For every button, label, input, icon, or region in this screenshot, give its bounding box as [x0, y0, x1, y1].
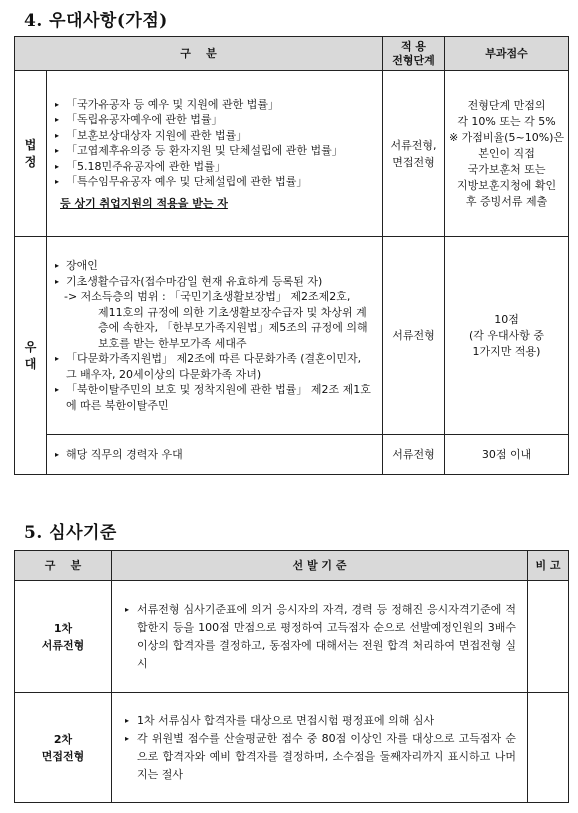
list-item-sub: -> 저소득층의 범위 : 「국민기초생활보장법」 제2조제2호,	[64, 290, 351, 303]
preferred-stage: 서류전형	[383, 237, 445, 435]
header-category: 구 분	[15, 551, 112, 581]
list-item-text: 기초생활수급자(접수마감일 현재 유효하게 등록된 자)	[66, 274, 323, 288]
criteria-list	[113, 712, 526, 784]
preferred-items-list	[48, 258, 381, 413]
row-label: 1차 서류전형	[15, 581, 112, 693]
list-item: ▸ 「독립유공자예우에 관한 법률」	[54, 112, 375, 128]
legal-note: 등 상기 취업지원의 적용을 받는 자	[60, 196, 228, 210]
legal-stage: 서류전형, 면접전형	[383, 71, 445, 237]
list-item: ▸ 「다문화가족지원법」 제2조에 따른 다문화가족 (결혼이민자, 그 배우자, 20세이상의 다문화가족 자녀)	[54, 351, 375, 382]
header-criteria: 선 발 기 준	[112, 551, 528, 581]
career-item-cell	[47, 435, 383, 475]
list-item: ▸ 해당 직무의 경력자 우대	[54, 447, 375, 463]
list-item	[54, 274, 375, 352]
list-item: ▸ 「고엽제후유의증 등 환자지원 및 단체설립에 관한 법률」	[54, 143, 375, 159]
section-4-title: 4. 우대사항(가점)	[24, 11, 168, 31]
list-item: ▸ 각 위원별 점수를 산술평균한 점수 중 80점 이상인 자를 대상으로 고득점자 순으로 합격자와 예비 합격자를 결정하며, 소수점을 둘째자리까지 표시하고 나머지는 절사	[123, 730, 516, 784]
header-category: 구 분	[15, 37, 383, 71]
criteria-list	[113, 601, 526, 673]
list-item: ▸ 「특수임무유공자 예우 및 단체설립에 관한 법률」	[54, 174, 375, 190]
section-5-title: 5. 심사기준	[24, 523, 117, 543]
preferred-label: 우 대	[15, 237, 47, 475]
career-items-list	[48, 447, 381, 463]
row-criteria	[112, 581, 528, 693]
row-note	[528, 581, 569, 693]
legal-score: 전형단계 만점의 각 10% 또는 각 5% ※ 가점비율(5~10%)은 본인이 직접 국가보훈처 또는 지방보훈지청에 확인 후 증빙서류 제출	[445, 71, 569, 237]
list-item: ▸ 장애인	[54, 258, 375, 274]
career-score: 30점 이내	[445, 435, 569, 475]
list-item: ▸ 「국가유공자 등 예우 및 지원에 관한 법률」	[54, 97, 375, 113]
criteria-table	[14, 550, 569, 803]
legal-label: 법 정	[15, 71, 47, 237]
list-item: ▸ 1차 서류심사 합격자를 대상으로 면접시험 평정표에 의해 심사	[123, 712, 516, 730]
header-score: 부과점수	[445, 37, 569, 71]
career-stage: 서류전형	[383, 435, 445, 475]
list-item: ▸ 서류전형 심사기준표에 의거 응시자의 자격, 경력 등 정해진 응시자격기준에 적합한지 등을 100점 만점으로 평정하여 고득점자 순으로 선발예정인원의 3배수 이상의 합격자를 결정하고, 동점자에 대해서는 전원 합격 처리하여 면접전형 실시	[123, 601, 516, 673]
preferential-table	[14, 36, 569, 475]
row-note	[528, 693, 569, 803]
legal-items-cell	[47, 71, 383, 237]
header-note: 비 고	[528, 551, 569, 581]
list-item: ▸ 「보훈보상대상자 지원에 관한 법률」	[54, 128, 375, 144]
legal-items-list	[48, 97, 381, 190]
header-stage: 적 용 전형단계	[383, 37, 445, 71]
row-criteria	[112, 693, 528, 803]
row-label: 2차 면접전형	[15, 693, 112, 803]
list-item: ▸ 「5.18민주유공자에 관한 법률」	[54, 159, 375, 175]
preferred-items-cell	[47, 237, 383, 435]
preferred-score: 10점 (각 우대사항 중 1가지만 적용)	[445, 237, 569, 435]
list-item: ▸ 「북한이탈주민의 보호 및 정착지원에 관한 법률」 제2조 제1호에 따른 북한이탈주민	[54, 382, 375, 413]
list-item-sub: 제11호의 규정에 의한 기초생활보장수급자 및 차상위 계층에 속한자, 「한부모가족지원법」제5조의 규정에 의해 보호를 받는 한부모가족 세대주	[98, 305, 368, 350]
